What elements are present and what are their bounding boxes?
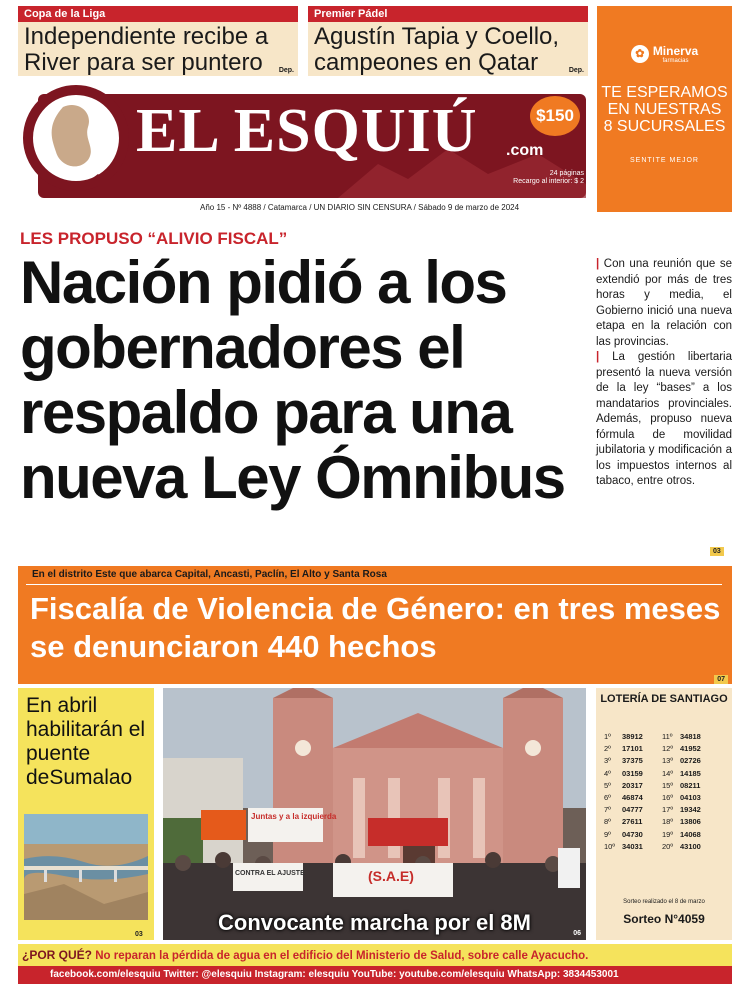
lottery-number: 46874 <box>622 793 643 803</box>
promo-text: Agustín Tapia y Coello, campeones en Qatar <box>314 23 560 76</box>
photo-page-number: 06 <box>573 930 581 937</box>
lottery-number: 13806 <box>680 817 701 827</box>
lottery-position: 4º <box>604 768 611 778</box>
lottery-position: 8º <box>604 817 611 827</box>
lead-summary <box>596 257 732 490</box>
masthead-q-logo-icon <box>18 82 136 200</box>
lottery-number: 20317 <box>622 780 643 790</box>
lottery-row <box>604 841 724 853</box>
lottery-position: 2º <box>604 744 611 754</box>
banner-text-2: CONTRA EL AJUSTE <box>235 870 305 877</box>
lottery-number: 34818 <box>680 732 701 741</box>
lottery-number: 19342 <box>680 805 701 815</box>
lottery-position: 6º <box>604 793 611 803</box>
lottery-row <box>604 792 724 804</box>
lottery-row <box>604 804 724 816</box>
lottery-position: 18º <box>662 817 674 827</box>
lottery-title: LOTERÍA DE SANTIAGO <box>600 693 728 705</box>
social-links[interactable]: facebook.com/elesquiu Twitter: @elesquiu Instagram: elesquiu YouTube: youtube.com/elesquiu WhatsApp: 3834453001 <box>18 966 732 984</box>
bridge-photo <box>24 814 148 920</box>
masthead[interactable] <box>18 82 588 200</box>
teaser-headline: En abril habilitarán el puente deSumalao <box>26 694 146 789</box>
banner-text-1: Juntas y a la izquierda <box>251 812 337 821</box>
promo-tag: Copa de la Liga <box>18 6 298 22</box>
photo-caption: Convocante marcha por el 8M <box>218 910 531 935</box>
ad-slogan: SENTITE MEJOR <box>629 157 699 164</box>
masthead-domain: .com <box>506 142 544 159</box>
cathedral-march-image <box>163 688 586 940</box>
lottery-position: 20º <box>662 841 674 851</box>
lead-paragraph-2 <box>596 350 732 490</box>
bridge-teaser[interactable] <box>18 688 154 940</box>
lottery-position: 15º <box>662 780 674 790</box>
lottery-number: 38912 <box>622 732 643 741</box>
secondary-headline: Fiscalía de Violencia de Género: en tres meses se denunciaron 440 hechos <box>30 591 721 664</box>
lottery-number: 03159 <box>622 768 643 778</box>
lottery-number: 34031 <box>622 841 643 851</box>
por-que-label: ¿POR QUÉ? <box>22 948 93 962</box>
lead-paragraph-2-text: La gestión libertaria presentó la nueva versión de la ley “bases” a los mandatarios provinciales. Además, propuso nueva fórmula de movilidad jubilatoria y modificación a los impuestos internos al tabaco, entre otros. <box>596 351 732 487</box>
promo-premier-padel[interactable] <box>308 6 588 76</box>
masthead-pages <box>513 170 584 186</box>
por-que-text: No reparan la pérdida de agua en el edificio del Ministerio de Salud, sobre calle Ayacucho. <box>95 950 589 962</box>
lottery-number: 41952 <box>680 744 701 754</box>
lottery-number: 14185 <box>680 768 701 778</box>
banner-text-3: (S.A.E) <box>368 868 414 884</box>
minerva-logo-icon: ✿ <box>631 45 649 63</box>
lottery-position: 14º <box>662 768 674 778</box>
lottery-position: 13º <box>662 756 674 766</box>
lottery-number: 43100 <box>680 841 701 851</box>
bullet-bar-icon: | <box>596 351 613 363</box>
lottery-table <box>604 731 724 853</box>
lottery-row <box>604 780 724 792</box>
lottery-box[interactable] <box>596 688 732 940</box>
page-count: 24 páginas <box>549 170 584 177</box>
promo-section: Dep. <box>278 67 294 74</box>
lottery-number: 14068 <box>680 829 701 839</box>
lottery-row <box>604 768 724 780</box>
secondary-story[interactable] <box>18 566 732 684</box>
teaser-page-number: 03 <box>135 931 143 938</box>
promo-text: Independiente recibe a River para ser puntero <box>24 23 269 76</box>
lottery-row <box>604 816 724 828</box>
lottery-position: 11º <box>662 732 673 741</box>
lottery-position: 3º <box>604 756 611 766</box>
lottery-row <box>604 829 724 841</box>
lead-paragraph-1 <box>596 257 732 350</box>
secondary-page-number: 07 <box>714 675 728 684</box>
ad-line-3: 8 SUCURSALES <box>603 118 726 135</box>
lottery-position: 9º <box>604 829 611 839</box>
por-que-strip[interactable] <box>18 944 732 966</box>
lottery-row <box>604 755 724 767</box>
lead-paragraph-1-text: Con una reunión que se extendió por más de tres horas y media, el Gobierno inició una nueva etapa en la relación con las provincias. <box>596 258 732 348</box>
lead-page-number: 03 <box>710 547 724 556</box>
lottery-number: 04730 <box>622 829 643 839</box>
ad-line-1: TE ESPERAMOS <box>601 84 728 101</box>
lead-kicker: LES PROPUSO “ALIVIO FISCAL” <box>20 229 288 248</box>
surcharge: Recargo al interior: $ 2 <box>513 178 584 185</box>
lottery-row <box>604 731 724 743</box>
ad-brand-name: Minerva <box>652 44 699 58</box>
ad-message <box>597 84 732 135</box>
lottery-number: 37375 <box>622 756 643 766</box>
lottery-draw-number: Sorteo N°4059 <box>623 912 705 926</box>
lottery-number: 04777 <box>622 805 643 815</box>
promo-tag: Premier Pádel <box>308 6 588 22</box>
lottery-number: 02726 <box>680 756 701 766</box>
lottery-position: 7º <box>604 805 611 815</box>
lottery-number: 08211 <box>680 780 701 790</box>
lottery-number: 27611 <box>622 817 643 827</box>
lottery-position: 16º <box>662 793 674 803</box>
lottery-row <box>604 743 724 755</box>
lead-headline[interactable]: Nación pidió a los gobernadores el respaldo para una nueva Ley Ómnibus <box>20 249 565 511</box>
ad-brand <box>597 44 732 64</box>
lottery-number: 17101 <box>622 744 643 754</box>
bullet-bar-icon: | <box>596 258 604 270</box>
lottery-position: 1º <box>604 732 611 741</box>
minerva-ad[interactable] <box>597 6 732 212</box>
ad-brand-sub: farmacias <box>662 58 689 64</box>
price-badge: $150 <box>530 96 580 136</box>
promo-section: Dep. <box>568 67 584 74</box>
lottery-position: 19º <box>662 829 674 839</box>
masthead-title: EL ESQUIÚ <box>136 97 478 165</box>
dateline: Año 15 - Nº 4888 / Catamarca / UN DIARIO SIN CENSURA / Sábado 9 de marzo de 2024 <box>200 203 520 212</box>
march-photo[interactable] <box>163 688 586 940</box>
lottery-position: 5º <box>604 780 611 790</box>
promo-copa-liga[interactable] <box>18 6 298 76</box>
lottery-position: 17º <box>662 805 674 815</box>
secondary-kicker: En el distrito Este que abarca Capital, Ancasti, Paclín, El Alto y Santa Rosa <box>32 569 387 580</box>
lottery-position: 12º <box>662 744 674 754</box>
divider <box>26 584 722 585</box>
ad-line-2: EN NUESTRAS <box>607 101 722 118</box>
lottery-position: 10º <box>604 841 616 851</box>
lottery-number: 04103 <box>680 793 701 803</box>
lottery-note: Sorteo realizado el 8 de marzo <box>623 899 705 905</box>
